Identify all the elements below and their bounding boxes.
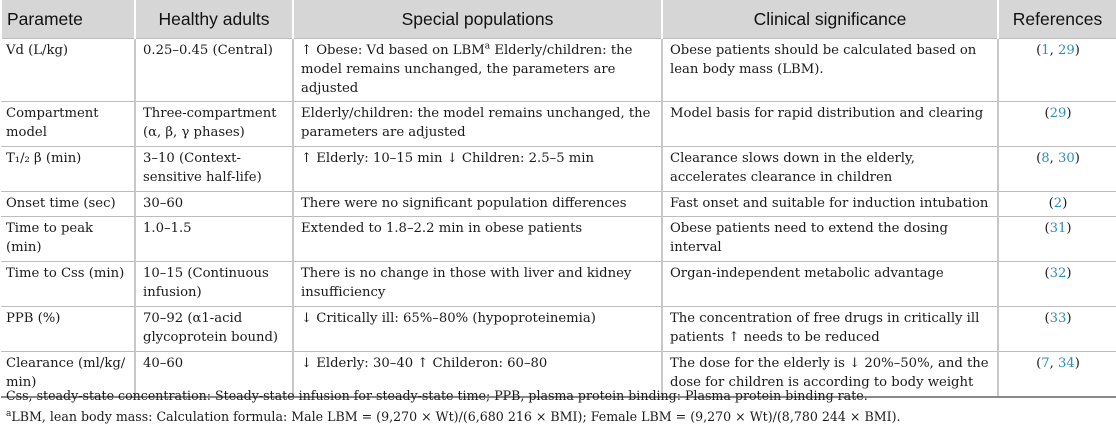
cell-references: (33) bbox=[998, 307, 1116, 352]
cell-references: (7, 34) bbox=[998, 352, 1116, 397]
cell-healthy: Three-compartment (α, β, γ phases) bbox=[135, 102, 293, 147]
header-clinical-significance: Clinical significance bbox=[662, 0, 998, 39]
cell-clinical: Model basis for rapid distribution and clearing bbox=[662, 102, 998, 147]
cell-special bbox=[293, 39, 662, 102]
cell-clinical: Clearance slows down in the elderly, accelerates clearance in children bbox=[662, 147, 998, 192]
cell-special: There is no change in those with liver and kidney insufficiency bbox=[293, 262, 662, 307]
footnote-abbreviations: Css, steady-state concentration: Steady-state infusion for steady-state time; PPB, plasma protein binding: Plasma protein binding rate. bbox=[6, 388, 868, 403]
cell-healthy: 30–60 bbox=[135, 192, 293, 217]
table-footnotes bbox=[6, 385, 1106, 427]
reference-link[interactable]: 29 bbox=[1058, 43, 1075, 58]
cell-special: ↓ Critically ill: 65%–80% (hypoproteinemia) bbox=[293, 307, 662, 352]
cell-references: (8, 30) bbox=[998, 147, 1116, 192]
reference-link[interactable]: 2 bbox=[1053, 196, 1063, 211]
cell-healthy: 1.0–1.5 bbox=[135, 217, 293, 262]
cell-parameter: Vd (L/kg) bbox=[1, 39, 135, 102]
table-row bbox=[1, 262, 1116, 307]
footnote-lbm bbox=[6, 406, 1106, 427]
table-row bbox=[1, 39, 1116, 102]
reference-link[interactable]: 1 bbox=[1041, 43, 1050, 58]
cell-special: ↑ Elderly: 10–15 min ↓ Children: 2.5–5 min bbox=[293, 147, 662, 192]
cell-references: (29) bbox=[998, 102, 1116, 147]
cell-special: ↓ Elderly: 30–40 ↑ Childeron: 60–80 bbox=[293, 352, 662, 397]
cell-clinical: Obese patients need to extend the dosing interval bbox=[662, 217, 998, 262]
table-row bbox=[1, 147, 1116, 192]
reference-link[interactable]: 34 bbox=[1058, 356, 1075, 371]
cell-clinical: The dose for the elderly is ↓ 20%–50%, and the dose for children is according to body weight bbox=[662, 352, 998, 397]
cell-parameter: Clearance (ml/kg/ min) bbox=[1, 352, 135, 397]
cell-special: Extended to 1.8–2.2 min in obese patients bbox=[293, 217, 662, 262]
cell-clinical: The concentration of free drugs in critically ill patients ↑ needs to be reduced bbox=[662, 307, 998, 352]
reference-link[interactable]: 29 bbox=[1049, 106, 1067, 121]
reference-link[interactable]: 33 bbox=[1049, 311, 1067, 326]
cell-healthy: 0.25–0.45 (Central) bbox=[135, 39, 293, 102]
cell-healthy: 40–60 bbox=[135, 352, 293, 397]
cell-clinical: Fast onset and suitable for induction intubation bbox=[662, 192, 998, 217]
cell-healthy: 3–10 (Context-sensitive half-life) bbox=[135, 147, 293, 192]
table-row bbox=[1, 217, 1116, 262]
cell-clinical: Organ-independent metabolic advantage bbox=[662, 262, 998, 307]
cell-healthy: 70–92 (α1-acid glycoprotein bound) bbox=[135, 307, 293, 352]
cell-parameter: Compartment model bbox=[1, 102, 135, 147]
reference-link[interactable]: 31 bbox=[1049, 221, 1067, 236]
cell-references: (32) bbox=[998, 262, 1116, 307]
cell-special: There were no significant population differences bbox=[293, 192, 662, 217]
reference-link[interactable]: 8 bbox=[1041, 151, 1050, 166]
cell-references: (2) bbox=[998, 192, 1116, 217]
cell-special: Elderly/children: the model remains unchanged, the parameters are adjusted bbox=[293, 102, 662, 147]
special-text: ↑ Obese: Vd based on LBM bbox=[301, 43, 485, 58]
footnote-marker: a bbox=[6, 408, 12, 419]
header-parameter: Paramete bbox=[1, 0, 135, 39]
footnote-marker: a bbox=[484, 41, 491, 52]
footnote-lbm-text: LBM, lean body mass: Calculation formula: Male LBM = (9,270 × Wt)/(6,680 216 × BMI); Female LBM = (9,270 × Wt)/(8,780 244 × BMI). bbox=[11, 409, 901, 424]
cell-parameter: Time to peak (min) bbox=[1, 217, 135, 262]
cell-parameter: Onset time (sec) bbox=[1, 192, 135, 217]
cell-parameter: PPB (%) bbox=[1, 307, 135, 352]
cell-references: (31) bbox=[998, 217, 1116, 262]
header-references: References bbox=[998, 0, 1116, 39]
special-text-cont: Elderly/children: the model remains unchanged, the parameters are adjusted bbox=[301, 43, 633, 96]
table-row bbox=[1, 307, 1116, 352]
cell-healthy: 10–15 (Continuous infusion) bbox=[135, 262, 293, 307]
header-special-populations: Special populations bbox=[293, 0, 662, 39]
reference-link[interactable]: 30 bbox=[1058, 151, 1075, 166]
table-row bbox=[1, 192, 1116, 217]
reference-link[interactable]: 32 bbox=[1049, 266, 1067, 281]
header-healthy-adults: Healthy adults bbox=[135, 0, 293, 39]
reference-link[interactable]: 7 bbox=[1041, 356, 1050, 371]
cell-clinical: Obese patients should be calculated based on lean body mass (LBM). bbox=[662, 39, 998, 102]
cell-references: (1, 29) bbox=[998, 39, 1116, 102]
table-row bbox=[1, 102, 1116, 147]
cell-parameter: Time to Css (min) bbox=[1, 262, 135, 307]
cell-parameter: T₁/₂ β (min) bbox=[1, 147, 135, 192]
header-row bbox=[1, 0, 1116, 39]
